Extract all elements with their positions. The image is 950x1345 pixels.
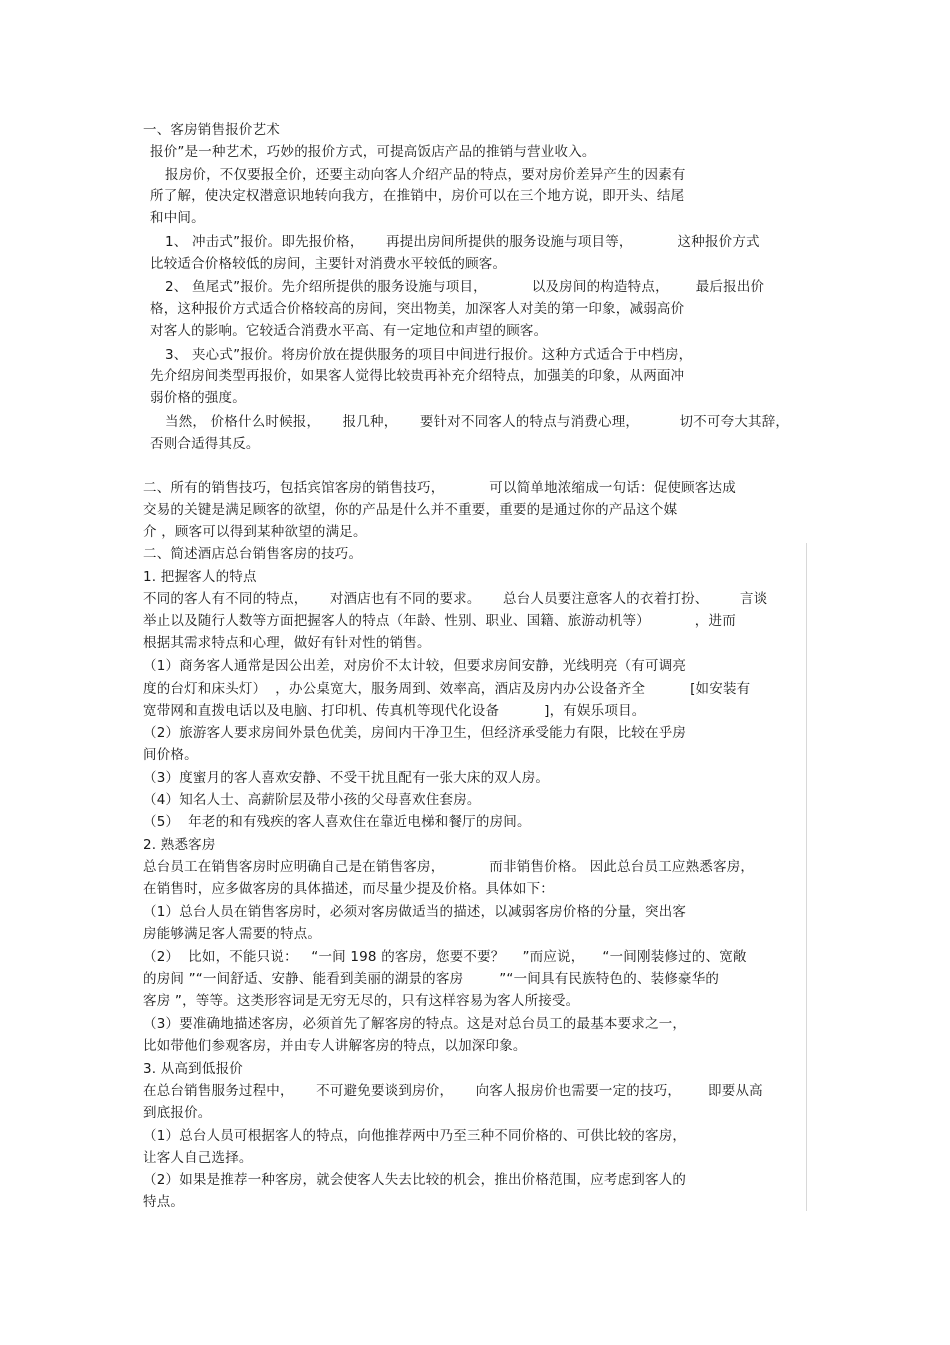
section1-line: 3、 夹心式”报价。将房价放在提供服务的项目中间进行报价。这种方式适合于中档房， [165, 347, 693, 363]
section3-line: 根据其需求特点和心理，做好有针对性的销售。 [143, 635, 431, 651]
section3-line: 让客人自己选择。 [143, 1150, 253, 1166]
section3-line: 特点。 [143, 1194, 185, 1210]
section3-line: 客房 ”，等等。这类形容词是无穷无尽的，只有这样容易为客人所接受。 [143, 993, 580, 1009]
section2-line: 交易的关键是满足顾客的欲望，你的产品是什么并不重要，重要的是通过你的产品这个媒 [143, 502, 678, 518]
section3-line: （5） 年老的和有残疾的客人喜欢住在靠近电梯和餐厅的房间。 [143, 814, 531, 830]
section1-line: 2、 鱼尾式”报价。先介绍所提供的服务设施与项目， 以及房间的构造特点， 最后报出价 [165, 279, 765, 295]
section1-line: 所了解，使决定权潜意识地转向我方，在推销中，房价可以在三个地方说，即开头、结尾 [150, 188, 685, 204]
section3-line: 不同的客人有不同的特点， 对酒店也有不同的要求。 总台人员要注意客人的衣着打扮、 言谈 [143, 591, 768, 607]
section3-line: （3）度蜜月的客人喜欢安静、不受干扰且配有一张大床的双人房。 [143, 770, 550, 786]
section3-line: （3）要准确地描述客房，必须首先了解客房的特点。这是对总台员工的最基本要求之一， [143, 1016, 687, 1032]
section1-line: 和中间。 [150, 210, 205, 226]
section3-line: 到底报价。 [143, 1105, 212, 1121]
section1-line: 报房价，不仅要报全价，还要主动向客人介绍产品的特点，要对房价差异产生的因素有 [165, 167, 686, 183]
section1-heading: 一、客房销售报价艺术 [143, 122, 280, 138]
section1-line: 比较适合价格较低的房间，主要针对消费水平较低的顾客。 [150, 256, 507, 272]
section1-line: 对客人的影响。它较适合消费水平高、有一定地位和声望的顾客。 [150, 323, 548, 339]
section3-heading: 二、简述酒店总台销售客房的技巧。 [143, 546, 363, 562]
section3-line: 宽带网和直拨电话以及电脑、打印机、传真机等现代化设备 ]，有娱乐项目。 [143, 703, 646, 719]
section3-line: （1）总台人员在销售客房时，必须对客房做适当的描述，以减弱客房价格的分量，突出客 [143, 904, 687, 920]
section3-line: 总台员工在销售客房时应明确自己是在销售客房， 而非销售价格。 因此总台员工应熟悉客房， [143, 859, 755, 875]
subheading-high-to-low: 3. 从高到低报价 [143, 1061, 243, 1077]
section3-line: 房能够满足客人需要的特点。 [143, 926, 322, 942]
section3-line: 在销售时，应多做客房的具体描述，而尽量少提及价格。具体如下： [143, 881, 554, 897]
subheading-know-rooms: 2. 熟悉客房 [143, 837, 216, 853]
section3-line: （2）如果是推荐一种客房，就会使客人失去比较的机会，推出价格范围，应考虑到客人的 [143, 1172, 687, 1188]
section1-line: 先介绍房间类型再报价，如果客人觉得比较贵再补充介绍特点，加强美的印象，从两面冲 [150, 368, 685, 384]
section3-line: 在总台销售服务过程中， 不可避免要谈到房价， 向客人报房价也需要一定的技巧， 即要从高 [143, 1083, 763, 1099]
section3-line: 举止以及随行人数等方面把握客人的特点（年龄、性别、职业、国籍、旅游动机等） ，进而 [143, 613, 736, 629]
right-margin-rule [806, 543, 807, 1211]
section1-line: 格，这种报价方式适合价格较高的房间，突出物美，加深客人对美的第一印象，减弱高价 [150, 301, 685, 317]
section3-line: （1）商务客人通常是因公出差，对房价不太计较，但要求房间安静，光线明亮（有可调亮 [143, 658, 687, 674]
section3-line: 的房间 ”“一间舒适、安静、能看到美丽的湖景的客房 ”“一间具有民族特色的、装修豪华的 [143, 971, 720, 987]
section3-line: 比如带他们参观客房，并由专人讲解客房的特点，以加深印象。 [143, 1038, 527, 1054]
section2-line: 二、所有的销售技巧，包括宾馆客房的销售技巧， 可以简单地浓缩成一句话：促使顾客达成 [143, 480, 736, 496]
subheading-grasp-features: 1. 把握客人的特点 [143, 569, 257, 585]
section1-line: 1、 冲击式”报价。即先报价格， 再提出房间所提供的服务设施与项目等， 这种报价方式 [165, 234, 760, 250]
section1-line: 报价”是一种艺术，巧妙的报价方式，可提高饭店产品的推销与营业收入。 [150, 144, 596, 160]
section3-line: 度的台灯和床头灯） ，办公桌宽大，服务周到、效率高，酒店及房内办公设备齐全 [如安装有 [143, 681, 751, 697]
section3-line: （4）知名人士、高薪阶层及带小孩的父母喜欢住套房。 [143, 792, 481, 808]
section2-line: 介 ，顾客可以得到某种欲望的满足。 [143, 524, 367, 540]
section3-line: （2） 比如，不能只说： “一间 198 的客房，您要不要？ ”而应说， “一间刚装修过的、宽敞 [143, 949, 747, 965]
section1-line: 当然， 价格什么时候报， 报几种， 要针对不同客人的特点与消费心理， 切不可夸大其辞， [165, 414, 790, 430]
section1-line: 否则合适得其反。 [150, 436, 260, 452]
section1-line: 弱价格的强度。 [150, 390, 246, 406]
section3-line: 间价格。 [143, 747, 198, 763]
section3-line: （2）旅游客人要求房间外景色优美，房间内干净卫生，但经济承受能力有限，比较在乎房 [143, 725, 687, 741]
section3-line: （1）总台人员可根据客人的特点，向他推荐两中乃至三种不同价格的、可供比较的客房， [143, 1128, 687, 1144]
